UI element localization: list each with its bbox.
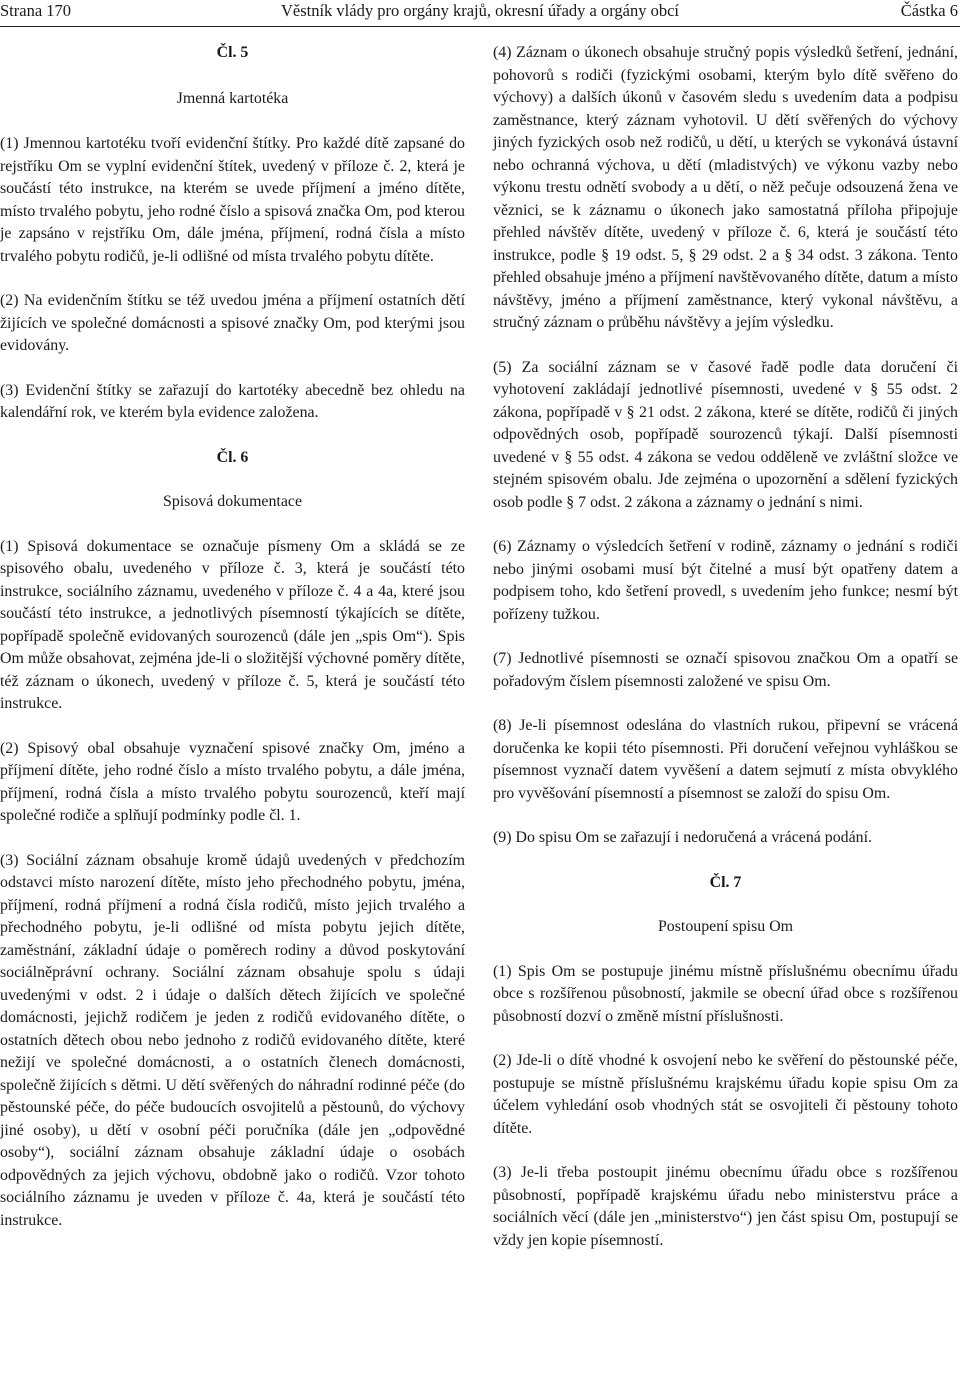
journal-title: Věstník vlády pro orgány krajů, okresní úřady a orgány obcí — [280, 1, 680, 20]
paragraph: (8) Je-li písemnost odeslána do vlastních rukou, připevní se vrácená doručenka ke kopii této písemnosti. Při doručení veřejnou vyhláškou se písemnost vyznačí datem vyvěšení a datem sejmutí z místa obvyklého pro vyvěšování písemností a písemnost se založí do spisu Om. — [493, 717, 958, 802]
article-title: Postoupení spisu Om — [657, 918, 794, 935]
issue-number: Částka 6 — [900, 1, 958, 20]
left-column — [0, 42, 465, 1232]
article-title: Jmenná kartotéka — [176, 89, 289, 107]
paragraph: (1) Spis Om se postupuje jinému místně příslušnému obecnímu úřadu obce s rozšířenou působností, jakmile se obecní úřad obce s rozšířenou působností dozví o změně místní příslušnosti. — [493, 962, 958, 1025]
paragraph: (1) Spisová dokumentace se označuje písmeny Om a skládá se ze spisového obalu, uvedeného v příloze č. 3, která je součástí této instrukce, sociálního záznamu, uvedeného v příloze č. 4 a 4a, které jsou součástí této instrukce, a jednotlivých písemností týkajících se dítěte, popřípadě společně evidovaných sourozenců (dále jen „spis Om“). Spis Om může obsahovat, zejména jde-li o složitější výchovné poměry dítěte, též záznam o úkonech, uvedený v příloze č. 5, která je součástí této instrukce. — [0, 537, 465, 712]
right-column — [493, 42, 958, 1252]
page-number: Strana 170 — [0, 1, 72, 20]
paragraph: (2) Na evidenčním štítku se též uvedou jména a příjmení ostatních dětí žijících ve společné domácnosti a spisové značky Om, pod kterými jsou evidovány. — [0, 292, 465, 354]
paragraph: (2) Jde-li o dítě vhodné k osvojení nebo ke svěření do pěstounské péče, postupuje se místně příslušnému krajskému úřadu kopie spisu Om za účelem vyhledání osob vhodných stát se osvojiteli či pěstouny tohoto dítěte. — [493, 1052, 958, 1137]
paragraph: (9) Do spisu Om se zařazují i nedoručená a vrácená podání. — [493, 829, 873, 846]
paragraph: (3) Evidenční štítky se zařazují do kartotéky abecedně bez ohledu na kalendářní rok, ve kterém byla evidence založena. — [0, 381, 465, 421]
paragraph: (2) Spisový obal obsahuje vyznačení spisové značky Om, jméno a příjmení dítěte, jeho rodné číslo a místo trvalého pobytu, a dále jména, příjmení, rodná čísla a místo trvalého pobytu sourozenců, kteří mají společné rodiče a splňují podmínky podle čl. 1. — [0, 739, 465, 824]
page-header — [0, 0, 960, 27]
paragraph: (3) Je-li třeba postoupit jinému obecnímu úřadu obce s rozšířenou působností, popřípadě krajskému úřadu nebo ministerstvu práce a sociálních věcí (dále jen „ministerstvo“) jen část spisu Om, postupují se vždy jen kopie písemností. — [493, 1164, 958, 1249]
article-heading: Čl. 7 — [709, 873, 742, 891]
article-heading: Čl. 6 — [216, 448, 249, 466]
paragraph: (1) Jmennou kartotéku tvoří evidenční štítky. Pro každé dítě zapsané do rejstříku Om se vyplní evidenční štítek, uvedený v příloze č. 2, která je součástí této instrukce, na kterém se uvede příjmení a jméno dítěte, místo trvalého pobytu, jeho rodné číslo a spisová značka Om, pod kterou je zapsáno v rejstříku Om, dále jména, příjmení, rodná čísla a místo trvalého pobytu rodičů, je-li odlišné od místa trvalého pobytu dítěte. — [0, 135, 465, 265]
article-title: Spisová dokumentace — [162, 493, 302, 510]
paragraph: (7) Jednotlivé písemnosti se označí spisovou značkou Om a opatří se pořadovým číslem písemnosti založené ve spisu Om. — [493, 650, 958, 690]
paragraph: (4) Záznam o úkonech obsahuje stručný popis výsledků šetření, jednání, pohovorů s rodiči (fyzickými osobami, kterým bylo dítě svěřeno do výchovy) a dalších úkonů v časovém sledu s uvedením data a podpisu zaměstnance, který záznam vyhotovil. U dětí svěřených do výchovy jiných fyzických osob než rodičů, u dětí, u kterých se vykonává ústavní nebo ochranná výchova, u dětí (mladistvých) ve výkonu vazby nebo výkonu trestu odnětí svobody a u dětí, o něž pečuje odsouzená žena ve věznici, se k záznamu o úkonech jako samostatná příloha připojuje přehled návštěv dítěte, uvedený v příloze č. 6, která je součástí této instrukce, podle § 19 odst. 5, § 29 odst. 2 a § 34 odst. 3 zákona. Tento přehled obsahuje jméno a příjmení navštěvovaného dítěte, datum a místo návštěvy, jméno a příjmení zaměstnance, který vykonal návštěvu, a stručný záznam o průběhu návštěvy a jejím výsledku. — [493, 44, 958, 331]
article-heading: Čl. 5 — [216, 44, 249, 61]
paragraph: (6) Záznamy o výsledcích šetření v rodině, záznamy o jednání s rodiči nebo jinými osobami musí být čitelné a musí být opatřeny datem a podpisem toho, kdo šetření provedl, s uvedením jeho funkce; nesmí být pořízeny tužkou. — [493, 538, 958, 623]
paragraph: (5) Za sociální záznam se v časové řadě podle data doručení či vyhotovení zakládají jednotlivé písemnosti, uvedené v § 55 odst. 2 zákona, popřípadě v § 21 odst. 2 zákona, které se dítěte, rodičů či jiných odpovědných osob, popřípadě sourozenců týkají. Další písemnosti uvedené v § 55 odst. 4 zákona se vedou odděleně ve zvláštní složce ve stejném spisovém obalu. Jde zejména o upozornění a sdělení fyzických osob podle § 7 odst. 2 zákona a záznamy o jednání s nimi. — [493, 358, 958, 511]
paragraph: (3) Sociální záznam obsahuje kromě údajů uvedených v předchozím odstavci místo narození dítěte, místo jeho přechodného pobytu, jména, příjmení, rodná příjmení a rodná čísla rodičů, místo jejich trvalého a přechodného pobytu, je-li odlišné od místa pobytu jejich dítěte, zaměstnání, základní údaje o poměrech rodiny a důvod poskytování sociálněprávní ochrany. Sociální záznam obsahuje spolu s údaji uvedenými v odst. 2 i údaje o dalších dětech žijících ve společné domácnosti, jejichž rodičem je jeden z rodičů evidovaného dítěte, o ostatních dětech obou nebo jednoho z rodičů evidovaného dítěte, které nežijí ve společné domácnosti, a o ostatních členech domácnosti, společně žijících s dětmi. U dětí svěřených do náhradní rodinné péče (do pěstounské péče, do péče budoucích osvojitelů a pěstounů, do výchovy jiné osoby), u dětí v osobní péči poručníka (dále jen „odpovědné osoby“), sociální záznam obsahuje základní údaje o osobách odpovědných za jejich výchovu, obdobně jako o rodičů. Vzor tohoto sociálního záznamu je uveden v příloze č. 4a, která je součástí této instrukce. — [0, 851, 465, 1229]
